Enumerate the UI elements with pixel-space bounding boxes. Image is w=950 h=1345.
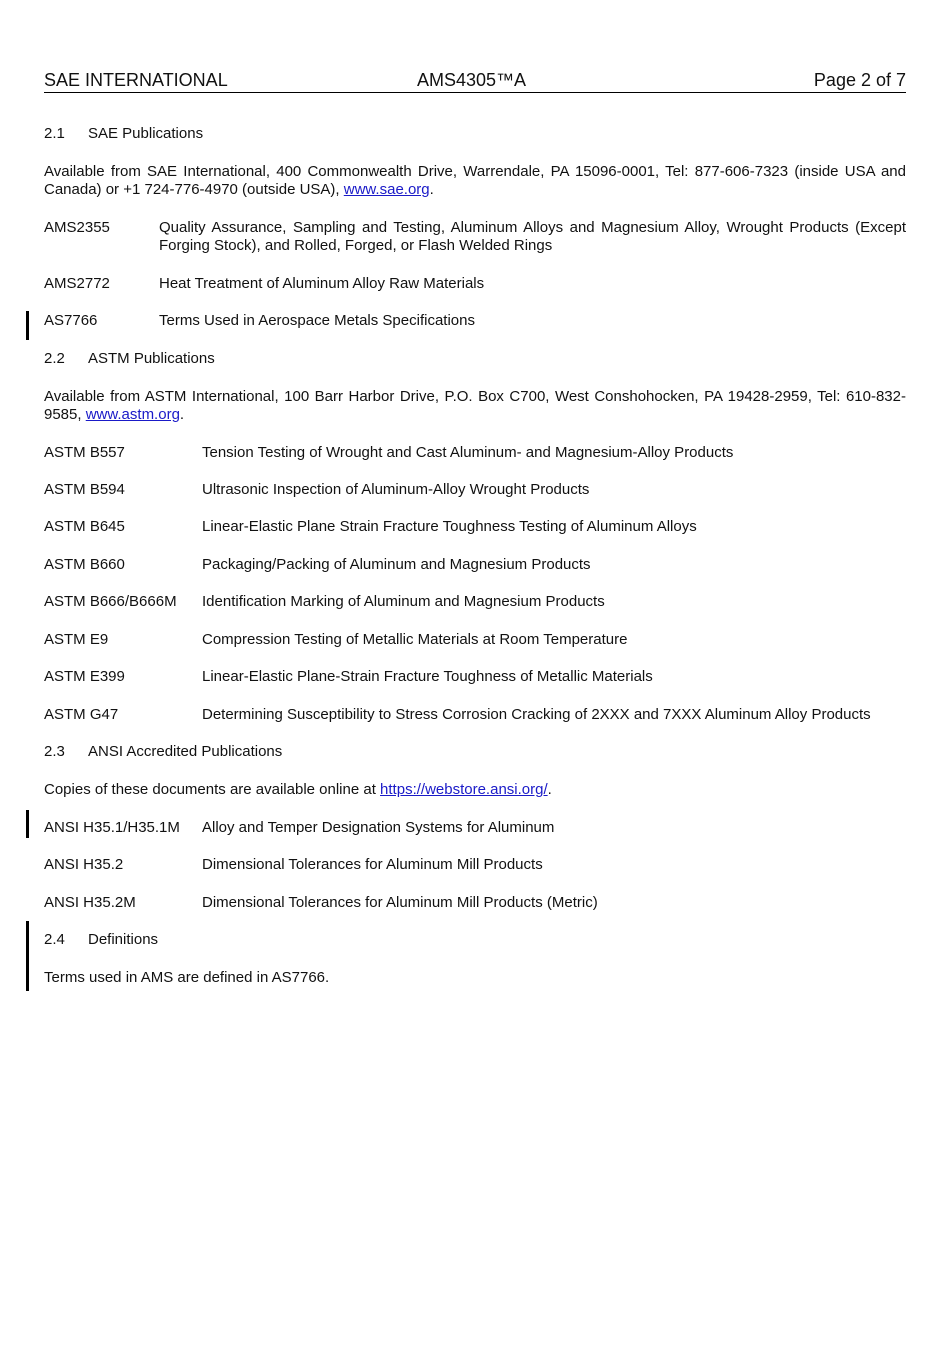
section-title: ANSI Accredited Publications <box>88 743 283 760</box>
reference-code: ASTM B594 <box>44 481 125 498</box>
header-org: SAE INTERNATIONAL <box>44 70 228 90</box>
section-heading-2-1 <box>44 125 906 143</box>
reference-title: Tension Testing of Wrought and Cast Aluminum- and Magnesium-Alloy Products <box>202 444 734 461</box>
header-page-number: Page 2 of 7 <box>813 70 906 90</box>
reference-code: ASTM E9 <box>44 631 109 648</box>
reference-code: ANSI H35.2 <box>44 856 124 873</box>
astm-availability-paragraph: Available from ASTM International, 100 Barr Harbor Drive, P.O. Box C700, West Conshohocken, PA 19428-2959, Tel: 610-832-9585, www.astm.org. <box>44 388 906 423</box>
reference-title: Packaging/Packing of Aluminum and Magnesium Products <box>202 556 591 573</box>
reference-code: ASTM E399 <box>44 668 125 685</box>
section-heading-2-3 <box>44 743 906 761</box>
reference-item <box>44 593 906 611</box>
ansi-availability-paragraph: Copies of these documents are available online at https://webstore.ansi.org/. <box>44 781 552 798</box>
availability-text: Available from ASTM International, 100 Barr Harbor Drive, P.O. Box C700, West Conshohocken, PA 19428-2959, Tel: 610-832-9585, <box>44 388 906 423</box>
definitions-paragraph: Terms used in AMS are defined in AS7766. <box>44 969 330 986</box>
availability-text: Copies of these documents are available online at <box>44 781 381 798</box>
sae-website-link[interactable]: www.sae.org <box>343 181 430 198</box>
reference-item <box>44 894 906 912</box>
reference-code: ASTM G47 <box>44 706 119 723</box>
reference-title: Dimensional Tolerances for Aluminum Mill Products <box>202 856 543 873</box>
reference-code: ANSI H35.2M <box>44 894 136 911</box>
reference-code: AS7766 <box>44 312 98 329</box>
ansi-webstore-link[interactable]: https://webstore.ansi.org/ <box>380 781 548 798</box>
section-title: Definitions <box>88 931 159 948</box>
section-number: 2.2 <box>44 350 65 367</box>
reference-item <box>44 518 906 536</box>
reference-item <box>44 444 906 462</box>
reference-title: Linear-Elastic Plane-Strain Fracture Toughness of Metallic Materials <box>202 668 653 685</box>
reference-title: Determining Susceptibility to Stress Corrosion Cracking of 2XXX and 7XXX Aluminum Alloy Products <box>202 706 871 723</box>
reference-item <box>44 856 906 874</box>
header-doc-number: AMS4305™A <box>417 70 527 90</box>
reference-title: Linear-Elastic Plane Strain Fracture Toughness Testing of Aluminum Alloys <box>202 518 697 535</box>
reference-item <box>44 819 906 837</box>
reference-item <box>44 556 906 574</box>
reference-title: Compression Testing of Metallic Materials at Room Temperature <box>202 631 628 648</box>
section-heading-2-2 <box>44 350 906 368</box>
section-title: SAE Publications <box>88 125 204 142</box>
revision-change-bar <box>26 921 29 991</box>
section-number: 2.1 <box>44 125 65 142</box>
reference-title: Alloy and Temper Designation Systems for Aluminum <box>202 819 555 836</box>
availability-text: Available from SAE International, 400 Commonwealth Drive, Warrendale, PA 15096-0001, Tel: 877-606-7323 (inside USA and Canada) or +1 724-776-4970 (outside USA), <box>44 163 906 198</box>
revision-change-bar <box>26 810 29 838</box>
reference-item <box>44 481 906 499</box>
section-number: 2.3 <box>44 743 65 760</box>
reference-code: ASTM B666/B666M <box>44 593 177 610</box>
page-header <box>44 70 906 93</box>
reference-item <box>44 706 906 724</box>
reference-item <box>44 668 906 686</box>
astm-website-link[interactable]: www.astm.org <box>85 406 180 423</box>
reference-code: ASTM B660 <box>44 556 125 573</box>
reference-title: Identification Marking of Aluminum and Magnesium Products <box>202 593 605 610</box>
section-heading-2-4 <box>44 931 906 949</box>
reference-title: Dimensional Tolerances for Aluminum Mill Products (Metric) <box>202 894 598 911</box>
reference-item <box>44 219 906 255</box>
reference-code: AMS2772 <box>44 275 110 292</box>
reference-item <box>44 275 906 293</box>
reference-title: Terms Used in Aerospace Metals Specifications <box>159 312 475 329</box>
reference-item <box>44 312 906 330</box>
reference-title: Quality Assurance, Sampling and Testing, Aluminum Alloys and Magnesium Alloy, Wrought Products (Except Forging Stock), and Rolled, Forged, or Flash Welded Rings <box>159 219 906 254</box>
reference-code: AMS2355 <box>44 219 110 236</box>
sae-availability-paragraph: Available from SAE International, 400 Commonwealth Drive, Warrendale, PA 15096-0001, Tel: 877-606-7323 (inside USA and Canada) or +1 724-776-4970 (outside USA), www.sae.org. <box>44 163 906 198</box>
reference-code: ASTM B645 <box>44 518 125 535</box>
reference-code: ASTM B557 <box>44 444 125 461</box>
revision-change-bar <box>26 311 29 340</box>
reference-code: ANSI H35.1/H35.1M <box>44 819 180 836</box>
reference-title: Heat Treatment of Aluminum Alloy Raw Materials <box>159 275 485 292</box>
section-number: 2.4 <box>44 931 65 948</box>
section-title: ASTM Publications <box>88 350 215 367</box>
reference-title: Ultrasonic Inspection of Aluminum-Alloy Wrought Products <box>202 481 590 498</box>
reference-item <box>44 631 906 649</box>
